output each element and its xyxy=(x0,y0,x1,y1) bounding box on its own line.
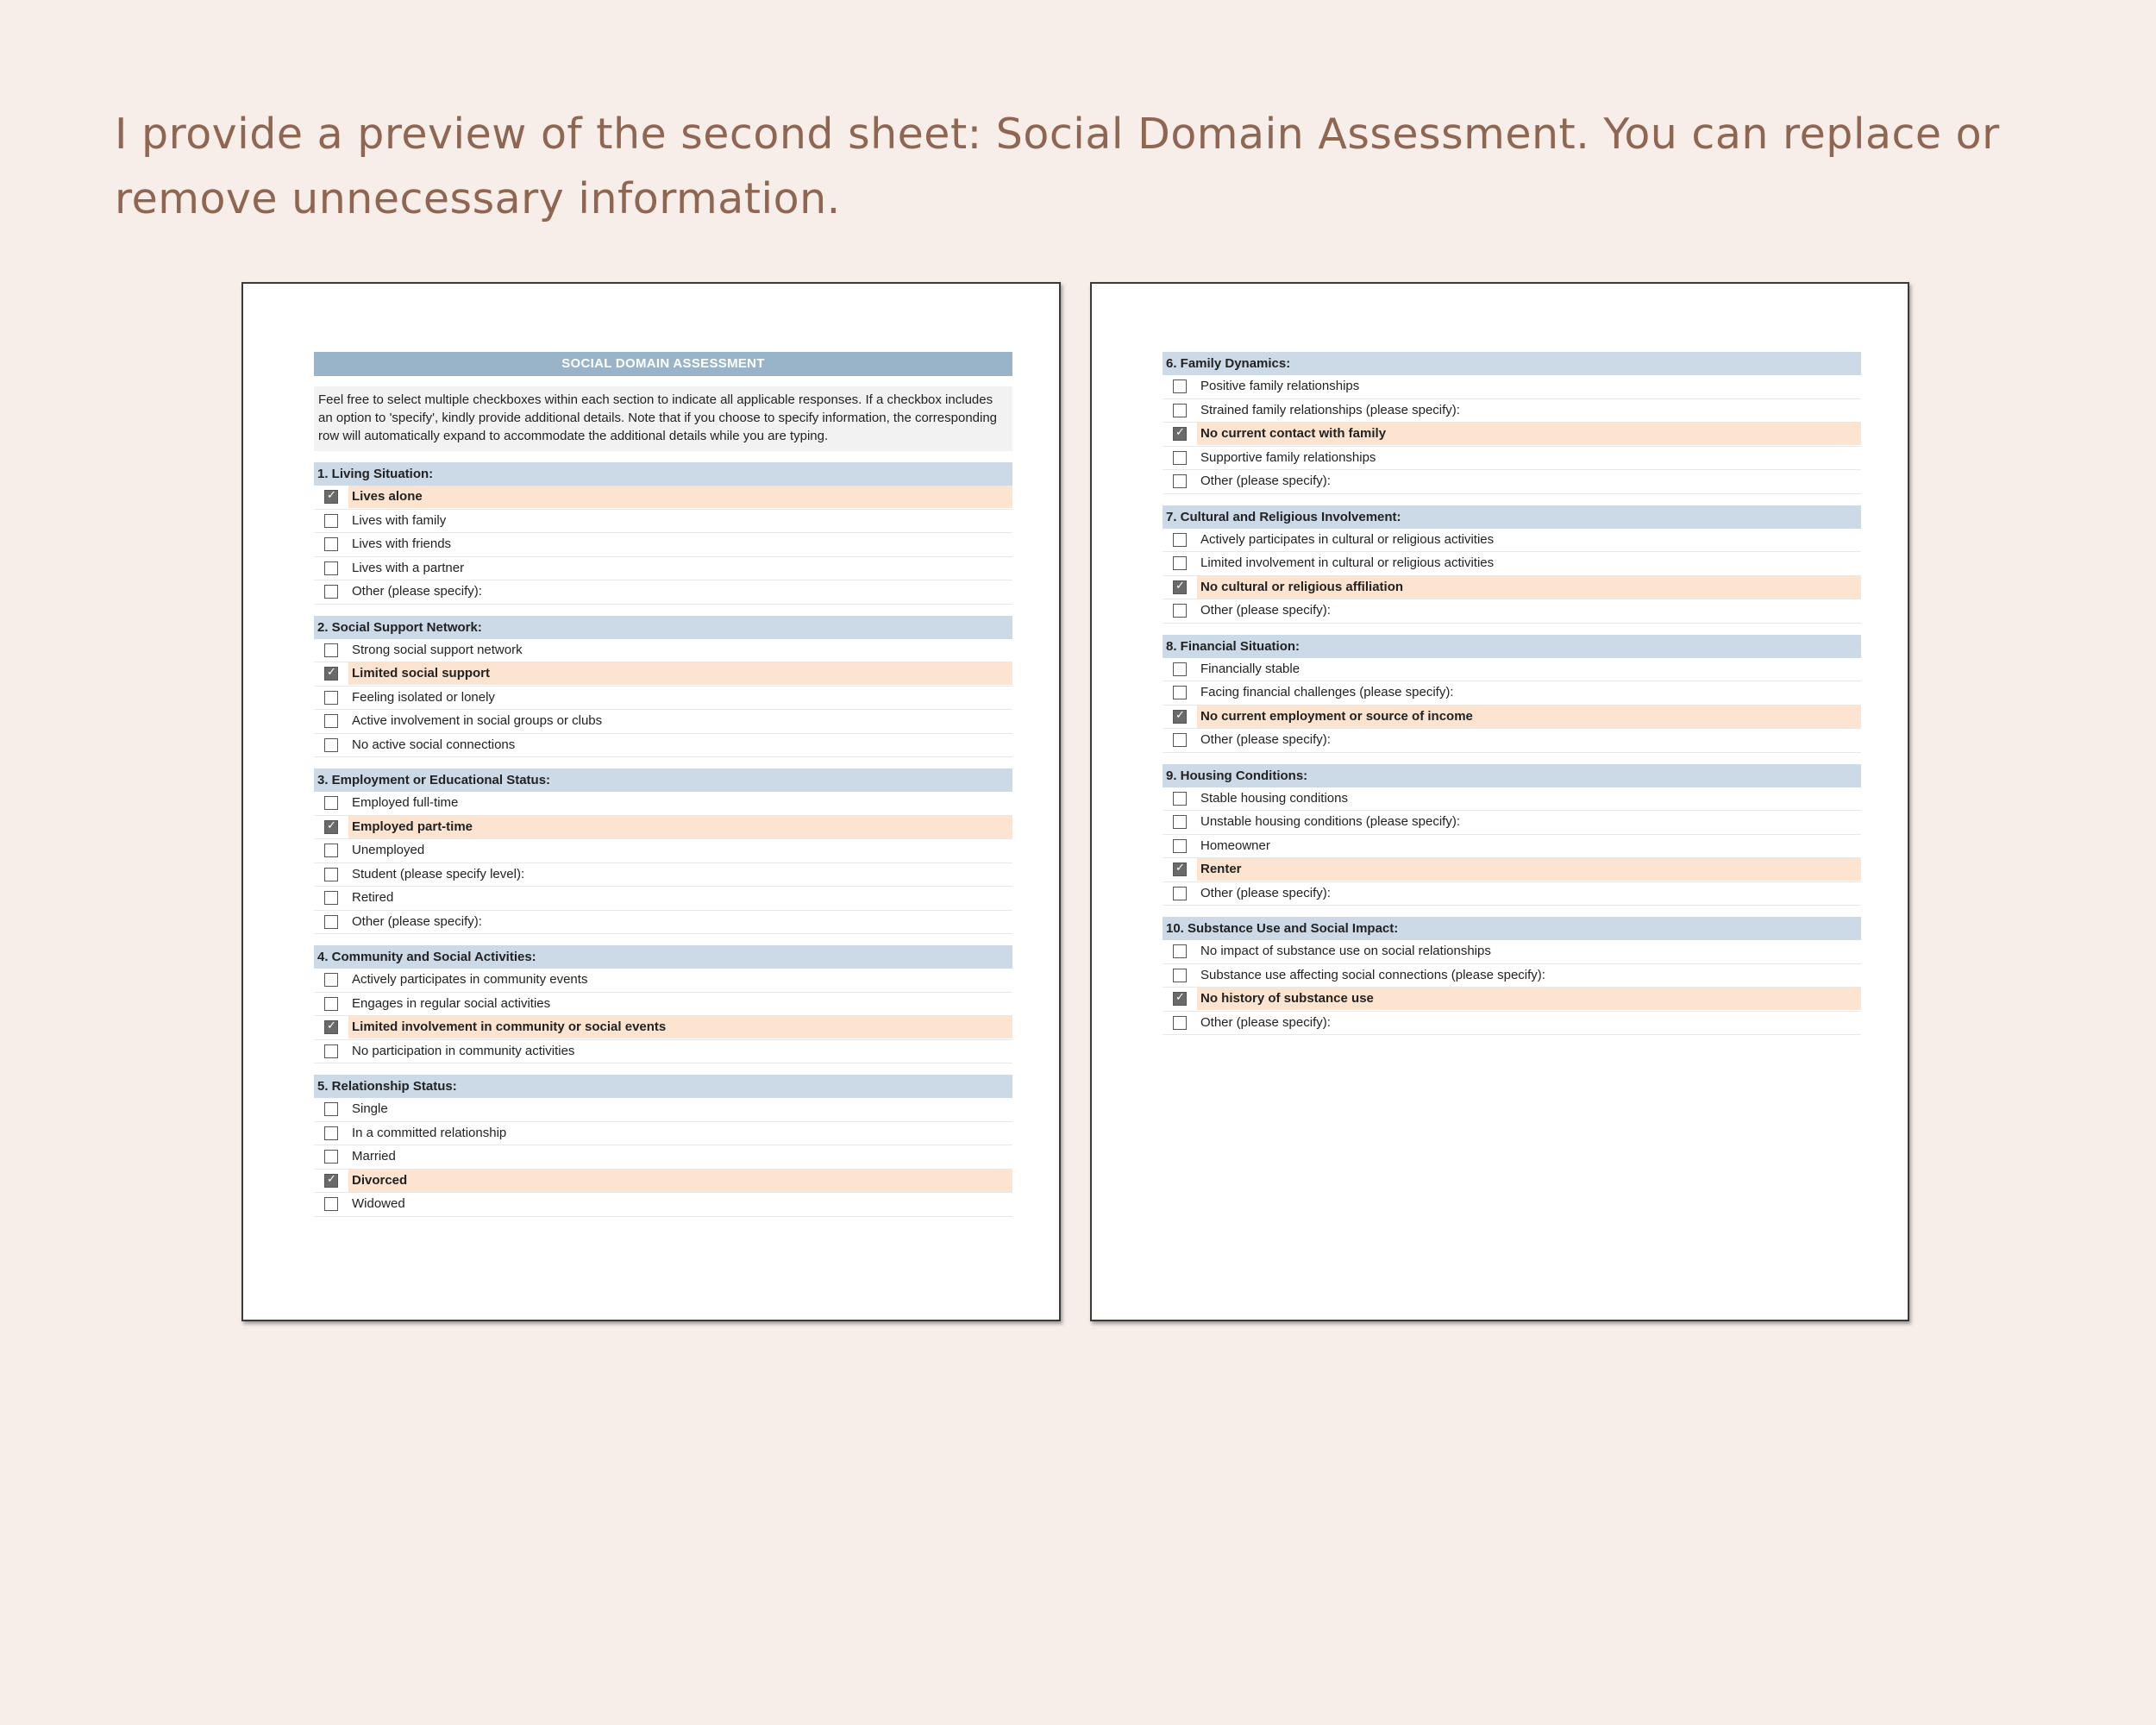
option-label: No history of substance use xyxy=(1197,988,1861,1010)
left-sections-container xyxy=(314,462,1012,1217)
checkbox-unchecked[interactable] xyxy=(324,1150,338,1164)
option-row-limited-involvement-in-cultural-or-religious-activities xyxy=(1163,552,1861,576)
checkbox-unchecked[interactable] xyxy=(324,561,338,575)
option-row-no-current-employment-or-source-of-income xyxy=(1163,706,1861,730)
section-8-financial-situation xyxy=(1163,635,1861,753)
checkmark-icon: ✓ xyxy=(1175,862,1185,875)
option-row-engages-in-regular-social-activities xyxy=(314,993,1012,1017)
checkbox-unchecked[interactable] xyxy=(324,738,338,752)
checkbox-unchecked[interactable] xyxy=(1173,815,1187,829)
option-label: Strong social support network xyxy=(352,642,523,657)
instructions-text: Feel free to select multiple checkboxes within each section to indicate all applicable responses. If a checkbox includes an option to 'specify', kindly provide additional details. Note that if you choose to specify information, the corresponding row will automatically expand to accommodate the additional details while you are typing. xyxy=(314,386,1012,451)
page-headline: I provide a preview of the second sheet: Social Domain Assessment. You can replace or remove unnecessary information. xyxy=(115,110,2000,223)
sheet-left-content xyxy=(314,352,1012,1217)
checkbox-checked[interactable] xyxy=(324,1020,338,1034)
checkbox-unchecked[interactable] xyxy=(1173,887,1187,900)
option-row-other-please-specify xyxy=(314,911,1012,935)
option-row-married xyxy=(314,1145,1012,1170)
option-row-lives-with-friends xyxy=(314,533,1012,557)
section-9-housing-conditions xyxy=(1163,764,1861,906)
sheet-right-content xyxy=(1163,352,1861,1035)
option-row-no-impact-of-substance-use-on-social-relationships xyxy=(1163,940,1861,964)
option-row-other-please-specify xyxy=(1163,470,1861,494)
option-label: Other (please specify): xyxy=(1200,732,1331,747)
section-title: 9. Housing Conditions: xyxy=(1163,764,1861,787)
section-title: 6. Family Dynamics: xyxy=(1163,352,1861,375)
checkmark-icon: ✓ xyxy=(1175,579,1185,593)
option-label: No active social connections xyxy=(352,737,516,752)
option-row-stable-housing-conditions xyxy=(1163,787,1861,812)
checkbox-unchecked[interactable] xyxy=(324,537,338,551)
option-row-lives-alone xyxy=(314,486,1012,510)
option-label: Lives alone xyxy=(348,486,1012,508)
checkbox-checked[interactable] xyxy=(324,820,338,834)
checkmark-icon: ✓ xyxy=(327,666,336,679)
checkbox-checked[interactable] xyxy=(324,1174,338,1188)
section-6-family-dynamics xyxy=(1163,352,1861,494)
option-row-substance-use-affecting-social-connections-please-specify xyxy=(1163,964,1861,988)
checkmark-icon: ✓ xyxy=(327,489,336,502)
option-label: Active involvement in social groups or clubs xyxy=(352,713,603,728)
option-label: Feeling isolated or lonely xyxy=(352,689,495,705)
checkbox-checked[interactable] xyxy=(324,490,338,504)
option-label: Lives with a partner xyxy=(352,560,465,575)
option-label: Other (please specify): xyxy=(1200,1014,1331,1030)
checkbox-unchecked[interactable] xyxy=(324,691,338,705)
section-3-employment-or-educational-status xyxy=(314,768,1012,934)
checkbox-unchecked[interactable] xyxy=(324,997,338,1011)
option-row-employed-part-time xyxy=(314,816,1012,840)
checkbox-unchecked[interactable] xyxy=(1173,533,1187,547)
option-label: Supportive family relationships xyxy=(1200,449,1376,465)
option-label: Limited social support xyxy=(348,662,1012,685)
option-label: Engages in regular social activities xyxy=(352,995,551,1011)
option-label: Divorced xyxy=(348,1170,1012,1192)
option-label: Renter xyxy=(1197,858,1861,881)
checkmark-icon: ✓ xyxy=(1175,708,1185,722)
checkbox-checked[interactable] xyxy=(1173,862,1187,876)
checkbox-unchecked[interactable] xyxy=(1173,404,1187,417)
section-5-relationship-status xyxy=(314,1075,1012,1217)
option-row-facing-financial-challenges-please-specify xyxy=(1163,681,1861,706)
right-sections-container xyxy=(1163,352,1861,1035)
section-2-social-support-network xyxy=(314,616,1012,758)
option-label: Facing financial challenges (please specify): xyxy=(1200,685,1454,699)
section-7-cultural-and-religious-involvement xyxy=(1163,505,1861,624)
checkbox-checked[interactable] xyxy=(1173,992,1187,1006)
option-label: No participation in community activities xyxy=(352,1043,575,1058)
checkbox-unchecked[interactable] xyxy=(1173,686,1187,699)
option-row-other-please-specify xyxy=(314,580,1012,605)
checkbox-checked[interactable] xyxy=(1173,580,1187,594)
option-label: Positive family relationships xyxy=(1200,379,1360,393)
option-label: Other (please specify): xyxy=(352,913,482,929)
section-title: 8. Financial Situation: xyxy=(1163,635,1861,658)
option-label: Single xyxy=(352,1101,388,1116)
checkbox-unchecked[interactable] xyxy=(1173,474,1187,488)
checkbox-unchecked[interactable] xyxy=(1173,969,1187,982)
checkbox-unchecked[interactable] xyxy=(324,891,338,905)
section-4-community-and-social-activities xyxy=(314,945,1012,1063)
option-row-no-history-of-substance-use xyxy=(1163,988,1861,1012)
assessment-title-banner: SOCIAL DOMAIN ASSESSMENT xyxy=(314,352,1012,376)
checkmark-icon: ✓ xyxy=(327,1172,336,1186)
option-label: No impact of substance use on social relationships xyxy=(1200,944,1491,958)
option-label: Stable housing conditions xyxy=(1200,790,1348,806)
checkbox-unchecked[interactable] xyxy=(324,1102,338,1116)
checkbox-unchecked[interactable] xyxy=(324,1197,338,1211)
option-label: Lives with family xyxy=(352,512,447,528)
option-label: Strained family relationships (please specify): xyxy=(1200,402,1460,417)
option-row-other-please-specify xyxy=(1163,599,1861,624)
option-row-unemployed xyxy=(314,839,1012,863)
checkbox-unchecked[interactable] xyxy=(324,915,338,929)
option-row-limited-social-support xyxy=(314,662,1012,687)
option-row-retired xyxy=(314,887,1012,911)
option-label: No cultural or religious affiliation xyxy=(1197,576,1861,599)
option-row-no-active-social-connections xyxy=(314,734,1012,758)
option-row-other-please-specify xyxy=(1163,1012,1861,1036)
option-row-employed-full-time xyxy=(314,792,1012,816)
option-row-homeowner xyxy=(1163,835,1861,859)
option-row-in-a-committed-relationship xyxy=(314,1122,1012,1146)
checkbox-unchecked[interactable] xyxy=(1173,604,1187,618)
checkmark-icon: ✓ xyxy=(327,819,336,832)
option-row-lives-with-a-partner xyxy=(314,557,1012,581)
option-label: Retired xyxy=(352,890,394,905)
option-row-lives-with-family xyxy=(314,510,1012,534)
option-label: In a committed relationship xyxy=(352,1125,507,1140)
section-title: 5. Relationship Status: xyxy=(314,1075,1012,1098)
checkbox-unchecked[interactable] xyxy=(324,796,338,810)
section-title: 7. Cultural and Religious Involvement: xyxy=(1163,505,1861,529)
section-title: 10. Substance Use and Social Impact: xyxy=(1163,917,1861,940)
option-row-no-cultural-or-religious-affiliation xyxy=(1163,576,1861,600)
option-row-no-current-contact-with-family xyxy=(1163,423,1861,447)
option-row-no-participation-in-community-activities xyxy=(314,1040,1012,1064)
sheet-preview-right xyxy=(1090,282,1909,1321)
checkbox-unchecked[interactable] xyxy=(1173,451,1187,465)
option-label: Financially stable xyxy=(1200,661,1300,676)
option-label: Other (please specify): xyxy=(1200,603,1331,618)
checkmark-icon: ✓ xyxy=(1175,991,1185,1004)
option-label: Married xyxy=(352,1149,396,1164)
option-label: Widowed xyxy=(352,1196,405,1211)
checkbox-unchecked[interactable] xyxy=(1173,839,1187,853)
checkbox-unchecked[interactable] xyxy=(1173,733,1187,747)
option-label: Unemployed xyxy=(352,843,425,857)
option-row-student-please-specify-level xyxy=(314,863,1012,888)
checkbox-unchecked[interactable] xyxy=(324,1126,338,1140)
checkbox-unchecked[interactable] xyxy=(1173,662,1187,676)
option-label: Limited involvement in community or social events xyxy=(348,1016,1012,1038)
checkbox-unchecked[interactable] xyxy=(324,868,338,881)
option-label: Student (please specify level): xyxy=(352,866,525,881)
checkbox-unchecked[interactable] xyxy=(324,514,338,528)
section-1-living-situation xyxy=(314,462,1012,605)
section-10-substance-use-and-social-impact xyxy=(1163,917,1861,1035)
checkbox-unchecked[interactable] xyxy=(324,643,338,657)
option-label: Lives with friends xyxy=(352,536,452,551)
checkbox-unchecked[interactable] xyxy=(324,844,338,857)
option-row-supportive-family-relationships xyxy=(1163,447,1861,471)
section-title: 1. Living Situation: xyxy=(314,462,1012,486)
option-label: Unstable housing conditions (please specify): xyxy=(1200,814,1461,829)
checkbox-checked[interactable] xyxy=(1173,427,1187,441)
section-title: 4. Community and Social Activities: xyxy=(314,945,1012,969)
option-label: Other (please specify): xyxy=(352,584,482,599)
option-row-renter xyxy=(1163,858,1861,882)
option-row-actively-participates-in-cultural-or-religious-activities xyxy=(1163,529,1861,553)
option-row-strained-family-relationships-please-specify xyxy=(1163,399,1861,423)
option-label: Other (please specify): xyxy=(1200,474,1331,488)
option-label: No current contact with family xyxy=(1197,423,1861,445)
checkbox-unchecked[interactable] xyxy=(1173,944,1187,958)
option-label: Substance use affecting social connections (please specify): xyxy=(1200,967,1545,982)
option-row-limited-involvement-in-community-or-social-events xyxy=(314,1016,1012,1040)
checkbox-unchecked[interactable] xyxy=(324,973,338,987)
option-label: Other (please specify): xyxy=(1200,885,1331,900)
option-row-strong-social-support-network xyxy=(314,639,1012,663)
option-row-positive-family-relationships xyxy=(1163,375,1861,399)
option-row-financially-stable xyxy=(1163,658,1861,682)
checkbox-unchecked[interactable] xyxy=(1173,556,1187,570)
section-title: 3. Employment or Educational Status: xyxy=(314,768,1012,792)
checkbox-unchecked[interactable] xyxy=(324,585,338,599)
checkmark-icon: ✓ xyxy=(1175,426,1185,439)
checkbox-unchecked[interactable] xyxy=(1173,1016,1187,1030)
option-label: Homeowner xyxy=(1200,837,1270,853)
checkbox-checked[interactable] xyxy=(324,667,338,681)
option-row-actively-participates-in-community-events xyxy=(314,969,1012,993)
option-row-feeling-isolated-or-lonely xyxy=(314,687,1012,711)
sheet-preview-left xyxy=(241,282,1061,1321)
option-row-other-please-specify xyxy=(1163,882,1861,906)
option-label: Actively participates in community events xyxy=(352,972,588,987)
option-label: Employed part-time xyxy=(348,816,1012,838)
checkmark-icon: ✓ xyxy=(327,1019,336,1032)
option-row-divorced xyxy=(314,1170,1012,1194)
option-label: No current employment or source of income xyxy=(1197,706,1861,728)
option-row-other-please-specify xyxy=(1163,729,1861,753)
checkbox-unchecked[interactable] xyxy=(324,714,338,728)
section-title: 2. Social Support Network: xyxy=(314,616,1012,639)
checkbox-unchecked[interactable] xyxy=(1173,380,1187,393)
option-label: Employed full-time xyxy=(352,795,459,810)
option-row-widowed xyxy=(314,1193,1012,1217)
option-label: Limited involvement in cultural or religious activities xyxy=(1200,555,1495,570)
checkbox-checked[interactable] xyxy=(1173,710,1187,724)
checkbox-unchecked[interactable] xyxy=(1173,792,1187,806)
checkbox-unchecked[interactable] xyxy=(324,1044,338,1058)
option-row-single xyxy=(314,1098,1012,1122)
option-row-unstable-housing-conditions-please-specify xyxy=(1163,811,1861,835)
option-row-active-involvement-in-social-groups-or-clubs xyxy=(314,710,1012,734)
option-label: Actively participates in cultural or religious activities xyxy=(1200,531,1495,547)
